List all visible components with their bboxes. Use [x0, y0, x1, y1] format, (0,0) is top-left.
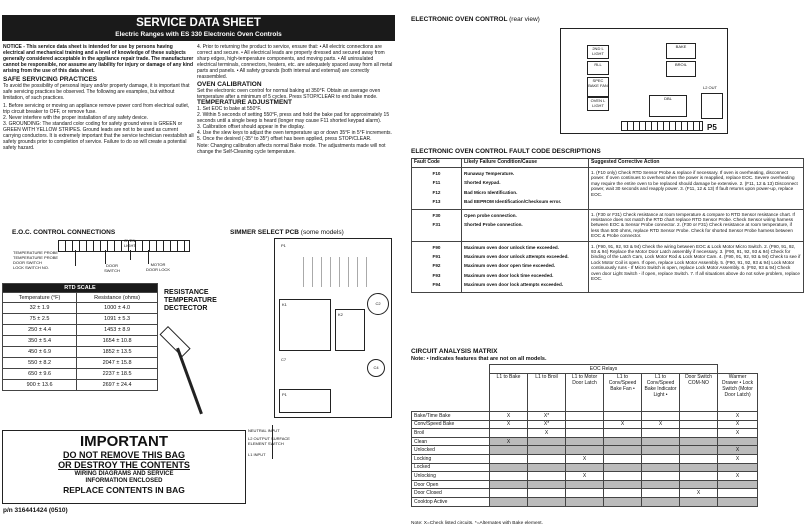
matrix-cell [642, 429, 680, 438]
matrix-cell [490, 463, 528, 472]
fault-cause: Maximum oven door unlock attempts exceeded. [464, 254, 569, 260]
rtd-probe-icon [168, 322, 268, 422]
fault-action-cell: 1. (F30 or F31) Check resistance at room temperature & compare to RTD Sensor resistance chart. If resistance does not match the RTD chart replace RTD Sensor Probe. Check Sensor wiring harness between EOC & Sensor Probe connector. 2. (F30 or F31) Check resistance at room temperature, if less than 500 ohms, replace RTD Sensor Probe. Check for shorted Sensor Probe harness between EOC & Probe connector. [589, 209, 804, 241]
safe-item-1: 1. Before servicing or moving an appliance remove power cord from electrical outlet, trip circuit breaker to OFF, or remove fuse. [3, 103, 190, 115]
eoc-label-temp-probe-2: TEMPERATURE PROBE [13, 255, 59, 260]
matrix-row [412, 420, 758, 429]
fault-code: F92 [432, 263, 441, 269]
pcb-relay-k2: K2 [335, 309, 365, 351]
matrix-row [412, 429, 758, 438]
important-line3: WIRING DIAGRAMS AND SERVICE [74, 471, 174, 477]
matrix-column-header: L1 to Bake [490, 374, 528, 412]
fault-cause: Shorted Keypad. [464, 180, 501, 186]
matrix-cell [680, 480, 718, 489]
notice-block [3, 44, 194, 74]
rtd-probe-title: RESISTANCE TEMPERATURE DECTECTOR [164, 289, 217, 312]
oven-calibration-title: OVEN CALIBRATION [197, 81, 262, 88]
pcb-capacitor-c4: C4 [367, 359, 385, 377]
oven-calibration-text: Set the electronic oven control for normal baking at 350°F. Obtain an average oven temperature after a minimum of 5 cycles. Press STOP/CLEAR to end bake mode. [197, 88, 381, 100]
fault-codes-cell [412, 209, 462, 241]
matrix-cell [528, 446, 566, 455]
matrix-cell [528, 497, 566, 506]
matrix-cell: X [642, 420, 680, 429]
matrix-cell [528, 480, 566, 489]
matrix-row-label: Door Open [412, 480, 490, 489]
fault-group-row [412, 168, 804, 210]
eoc-label-door-switch-2: DOOR SWITCH [104, 263, 120, 273]
safe-item-2: 2. Never interfere with the proper installation of any safety device. [3, 115, 149, 121]
matrix-cell [566, 446, 604, 455]
fault-code: F31 [432, 222, 441, 228]
safe-item-3: 3. GROUNDING: The standard color coding for safety ground wires is GREEN or GREEN WITH YELLOW STRIPES. Ground leads are not to be used as current carrying conductors. It is extremely important that the service technician reestablish all safety grounds prior to completion of service. Failure to do so will create a potential safety hazard. [3, 121, 194, 151]
rtd-row [3, 358, 158, 369]
rtd-header-temp: Temperature (°F) [3, 293, 77, 303]
simmer-callout-l2-output: L2 OUTPUT SURFACE ELEMENT SWITCH [248, 436, 290, 446]
rtd-temp-cell: 350 ± 5.4 [3, 336, 77, 347]
matrix-cell [642, 446, 680, 455]
fault-cause: Maximum oven door lock attempts exceeded. [464, 282, 564, 288]
matrix-row [412, 489, 758, 498]
fault-code: F90 [432, 244, 441, 250]
matrix-cell: X [718, 429, 758, 438]
rtd-temp-cell: 32 ± 1.9 [3, 303, 77, 314]
temp-step-4: 4. Use the slew keys to adjust the oven temperature up or down 35°F in 5°F increments. [197, 130, 392, 136]
rear-view-title: ELECTRONIC OVEN CONTROL (rear view) [411, 16, 540, 23]
temp-adjustment-title: TEMPERATURE ADJUSTMENT [197, 99, 292, 106]
pcb-label-p1-top: P1 [281, 243, 286, 248]
fault-code: F12 [432, 189, 441, 195]
rtd-resistance-cell: 2237 ± 18.5 [77, 369, 158, 380]
rtd-row [3, 314, 158, 325]
matrix-column-header: L1 to Conv/Speed Bake Indicator Light • [642, 374, 680, 412]
matrix-row [412, 412, 758, 421]
matrix-row [412, 437, 758, 446]
fault-cause: Maximum oven door open time exceeded. [464, 263, 556, 269]
matrix-cell [528, 454, 566, 463]
matrix-cell [566, 489, 604, 498]
matrix-cell: X [718, 472, 758, 481]
matrix-cell: X [566, 454, 604, 463]
rear-view-board [560, 28, 728, 134]
matrix-cell [604, 446, 642, 455]
matrix-cell [604, 429, 642, 438]
rtd-table [2, 283, 158, 391]
matrix-cell [528, 489, 566, 498]
eoc-label-motor-door-lock: MOTOR DOOR LOCK [145, 262, 170, 272]
matrix-rows [412, 412, 758, 507]
fault-code: F11 [432, 180, 441, 186]
rtd-temp-cell: 650 ± 9.6 [3, 369, 77, 380]
fault-code: F91 [432, 254, 441, 260]
fault-codes-cell [412, 241, 462, 292]
matrix-cell [642, 497, 680, 506]
simmer-callout-l1-input: L1 INPUT [248, 452, 266, 457]
matrix-cell [490, 497, 528, 506]
matrix-cell [528, 472, 566, 481]
fault-group-row [412, 209, 804, 241]
fault-cause: Maximum oven door lock time exceeded. [464, 272, 554, 278]
matrix-column-header: L1 to Broil [528, 374, 566, 412]
important-line5: REPLACE CONTENTS IN BAG [63, 485, 185, 495]
matrix-cell [604, 497, 642, 506]
matrix-footnote: Note: X=Check listed circuits. *=Alternates with Bake element. [411, 521, 543, 526]
safe-item-4: 4. Prior to returning the product to service, ensure that: • All electric connections are correct and secure. • All electrical leads are properly dressed and secured away from sharp edges, high-temperature components, and moving parts. • All uninsulated electrical terminals, connectors, heaters, etc. are adequately spaced away from all metal parts and panels. • All safety grounds (both internal and external) are correctly reassembled. [197, 44, 393, 80]
matrix-row [412, 446, 758, 455]
fault-action-cell: 1. (F10 only) Check RTD Sensor Probe & replace if necessary. If oven is overheating, disconnect power. If oven continues to overheat when the power is reapplied, replace EOC. Severe overheating may require the entire oven to be replaced should damage be extensive. 2. (F11, 12 & 13) Disconnect power, wait 30 seconds and reapply power. 3. (F11, 12 & 13) If fault returns upon power-up, replace EOC. [589, 168, 804, 210]
fault-cause: Bad Micro Identification. [464, 189, 518, 195]
matrix-cell [642, 454, 680, 463]
title-banner [2, 15, 395, 41]
matrix-cell [642, 412, 680, 421]
matrix-cell: X [490, 420, 528, 429]
matrix-cell [680, 497, 718, 506]
rtd-rows [3, 303, 158, 391]
page-title: SERVICE DATA SHEET [136, 17, 261, 29]
rtd-resistance-cell: 1453 ± 8.9 [77, 325, 158, 336]
matrix-cell [604, 480, 642, 489]
temp-step-5: 5. Once the desired (-35° to 35°) offset has been applied, press STOP/CLEAR. [197, 136, 372, 142]
eoc-label-door-switch-1: DOOR SWITCH [13, 260, 42, 265]
matrix-cell [566, 463, 604, 472]
matrix-column-header: Door Switch COM-NO [680, 374, 718, 412]
rtd-row [3, 336, 158, 347]
rtd-resistance-cell: 1852 ± 13.5 [77, 347, 158, 358]
matrix-title: CIRCUIT ANALYSIS MATRIX [411, 348, 498, 355]
important-box [2, 430, 246, 504]
temp-step-1: 1. Set EOC to bake at 550°F. [197, 106, 262, 112]
eoc-label-temp-probe-1: TEMPERATURE PROBE [13, 250, 59, 255]
pcb-capacitor-c2: C2 [367, 293, 389, 315]
pcb-components [295, 257, 375, 287]
rtd-temp-cell: 900 ± 13.6 [3, 380, 77, 391]
matrix-cell [566, 437, 604, 446]
important-line4: INFORMATION ENCLOSED [85, 478, 163, 484]
matrix-cell [718, 463, 758, 472]
fault-header-cause: Likely Failure Condition/Cause [462, 159, 589, 168]
matrix-cell: X [528, 429, 566, 438]
safe-practices-title: SAFE SERVICING PRACTICES [3, 76, 98, 83]
matrix-cell [604, 472, 642, 481]
fault-code: F13 [432, 199, 441, 205]
fault-code: F94 [432, 282, 441, 288]
matrix-column-header: L1 to Conv/Speed Bake Fan • [604, 374, 642, 412]
simmer-title: SIMMER SELECT PCB (some models) [230, 229, 344, 236]
temp-step-2: 2. Within 5 seconds of setting 550°F, press and hold the bake pad for approximately 15 seconds until a single beep is heard (longer may cause F11 shorted keypad alarm). [197, 112, 390, 124]
fault-cause: Open probe connection. [464, 212, 517, 218]
matrix-row [412, 497, 758, 506]
matrix-cell [680, 463, 718, 472]
matrix-row-label: Clean [412, 437, 490, 446]
matrix-cell [490, 446, 528, 455]
rtd-resistance-cell: 2047 ± 15.8 [77, 358, 158, 369]
matrix-cell: X [490, 412, 528, 421]
rtd-header-resistance: Resistance (ohms) [77, 293, 158, 303]
connector-p5 [621, 121, 703, 131]
matrix-cell [718, 437, 758, 446]
rtd-row [3, 347, 158, 358]
matrix-cell: X [680, 489, 718, 498]
fault-codes-cell [412, 168, 462, 210]
middle-text-column [197, 44, 394, 155]
eoc-label-oven-light: OVEN LIGHT [124, 238, 136, 248]
fault-code: F10 [432, 171, 441, 176]
board-edge-connector [701, 93, 723, 119]
fault-codes-title: ELECTRONIC OVEN CONTROL FAULT CODE DESCRIPTIONS [411, 148, 601, 155]
matrix-row-label: Locked [412, 463, 490, 472]
matrix-cell [718, 497, 758, 506]
rtd-title: RTD SCALE [3, 284, 158, 293]
matrix-cell [490, 480, 528, 489]
relay-bake: BAKE [666, 43, 696, 59]
fault-code: F30 [432, 212, 441, 218]
fault-codes-table [411, 158, 804, 293]
matrix-row-label: Conv/Speed Bake [412, 420, 490, 429]
fault-causes-cell [462, 241, 589, 292]
matrix-cell [642, 472, 680, 481]
matrix-cell: X [718, 420, 758, 429]
matrix-cell: X* [528, 412, 566, 421]
simmer-pcb-board [274, 238, 392, 418]
rtd-resistance-cell: 1000 ± 4.0 [77, 303, 158, 314]
label-l2-out: L2 OUT [703, 85, 718, 90]
matrix-cell [680, 446, 718, 455]
relay-spec-bake-fan: SPEC BAKE FAN [587, 77, 609, 97]
matrix-cell: X [718, 446, 758, 455]
temp-adjustment-note: Note: Changing calibration affects normal Bake mode. The adjustments made will not change the Self-Cleaning cycle temperature. [197, 143, 386, 155]
matrix-cell [566, 497, 604, 506]
matrix-cell [642, 489, 680, 498]
eoc-connections-title: E.O.C. CONTROL CONNECTIONS [12, 229, 116, 236]
matrix-cell: X [718, 454, 758, 463]
fault-header-action: Suggested Corrective Action [589, 159, 804, 168]
important-line1: DO NOT REMOVE THIS BAG [62, 450, 185, 460]
rtd-row [3, 369, 158, 380]
rtd-resistance-cell: 1654 ± 10.8 [77, 336, 158, 347]
fault-cause: Maximum oven door unlock time exceeded. [464, 244, 559, 250]
matrix-row [412, 472, 758, 481]
matrix-row-label: Bake/Time Bake [412, 412, 490, 421]
matrix-cell: X [604, 420, 642, 429]
left-text-column [3, 44, 194, 151]
relay-2nd-light: 2ND L LIGHT [587, 45, 609, 59]
matrix-cell [680, 454, 718, 463]
fault-action-cell: 1. (F90, 91, 92, 93 & 94) Check the wiring between EOC & Lock Motor Micro Switch. 2. (F90, 91, 92, 93 & 94) Replace the Motor Door Latch assembly if necessary. 3. (F90, 91, 92, 93 & 94) Check for binding of the Latch Cam, Lock Motor Rod & Lock Motor Cam. 4. (F90, 91, 92, 93 & 94) Check to see if Lock Motor Coil is open. If open, replace Lock Motor Assembly. 5. (F90, 91, 92, 93 & 94) Lock Motor continuously runs - If Micro Switch is open, replace Lock Motor Assembly. 6. (F92, 93 & 94) Check oven door Light Switch - if open, replace Switch. 7. If all situations above do not solve problem, replace EOC. [589, 241, 804, 292]
simmer-callout-neutral: NEUTRAL INPUT [248, 428, 280, 433]
rtd-row [3, 325, 158, 336]
relay-oven-light: OVEN L LIGHT [587, 97, 609, 111]
fault-group-row [412, 241, 804, 292]
matrix-cell [680, 437, 718, 446]
page-subtitle: Electric Ranges with ES 330 Electronic Oven Controls [115, 31, 282, 38]
matrix-cell: X [718, 412, 758, 421]
pcb-label-c7: C7 [281, 357, 287, 362]
important-line2: OR DESTROY THE CONTENTS [58, 460, 190, 470]
matrix-row-label: Unlocking [412, 472, 490, 481]
eoc-label-lock-switch: LOCK SWITCH NO. [13, 265, 50, 270]
fault-rows [412, 168, 804, 293]
rtd-temp-cell: 450 ± 6.9 [3, 347, 77, 358]
matrix-cell [718, 489, 758, 498]
matrix-cell [566, 412, 604, 421]
matrix-cell [566, 429, 604, 438]
safe-practices-intro: To avoid the possibility of personal injury and/or property damage, it is important that safe servicing practices be observed. The following are examples, but without limitation, of such practices. [3, 83, 190, 101]
pcb-relay-k1: K1 [279, 299, 331, 351]
notice-text: This service data sheet is intended for use by persons having electrical and mechanical training and a level of knowledge of these subjects generally considered acceptable in the appliance repair trade. The manufacturer cannot be responsible, nor assume any liability for injury or damage of any kind arising from the use of this data sheet. [3, 44, 194, 74]
rtd-temp-cell: 75 ± 2.5 [3, 314, 77, 325]
matrix-row-label: Broil [412, 429, 490, 438]
rtd-row [3, 303, 158, 314]
matrix-cell: X* [528, 420, 566, 429]
matrix-cell [604, 412, 642, 421]
matrix-row-label: Door Closed [412, 489, 490, 498]
matrix-cell [642, 463, 680, 472]
matrix-cell [490, 429, 528, 438]
fault-causes-cell [462, 168, 589, 210]
matrix-row [412, 480, 758, 489]
relay-rll: RLL [587, 61, 609, 75]
matrix-cell [604, 463, 642, 472]
relay-dbl: DBL [649, 95, 687, 117]
matrix-row [412, 454, 758, 463]
relay-broil: BROIL [666, 61, 696, 77]
matrix-table [411, 364, 758, 507]
matrix-row [412, 463, 758, 472]
matrix-cell [680, 429, 718, 438]
matrix-note: Note: • indicates features that are not on all models. [411, 356, 547, 362]
rtd-temp-cell: 550 ± 8.2 [3, 358, 77, 369]
matrix-column-header: L1 to Motor Door Latch [566, 374, 604, 412]
matrix-cell [490, 472, 528, 481]
matrix-cell [566, 480, 604, 489]
fault-cause: Shorted Probe connection. [464, 222, 523, 228]
rtd-temp-cell: 250 ± 4.4 [3, 325, 77, 336]
fault-cause: Runaway Temperature. [464, 171, 515, 176]
notice-label: NOTICE - [3, 44, 25, 50]
important-title: IMPORTANT [79, 433, 169, 450]
matrix-cell [680, 420, 718, 429]
rtd-resistance-cell: 1091 ± 5.3 [77, 314, 158, 325]
rtd-resistance-cell: 2697 ± 24.4 [77, 380, 158, 391]
matrix-cell [490, 454, 528, 463]
fault-causes-cell [462, 209, 589, 241]
rtd-row [3, 380, 158, 391]
matrix-cell [604, 489, 642, 498]
matrix-cell [528, 463, 566, 472]
matrix-cell [680, 412, 718, 421]
matrix-cell [718, 480, 758, 489]
matrix-row-label: Unlocked [412, 446, 490, 455]
matrix-column-header: Warmer Drawer • Lock Switch (Motor Door Latch) [718, 374, 758, 412]
matrix-cell [642, 437, 680, 446]
matrix-row-label: Locking [412, 454, 490, 463]
matrix-cell [642, 480, 680, 489]
label-p5: P5 [707, 123, 717, 132]
matrix-cell [528, 437, 566, 446]
matrix-group-header: EOC Relays [490, 365, 718, 374]
matrix-cell [604, 454, 642, 463]
part-number: p/n 316441424 (0510) [3, 507, 68, 514]
temp-step-3: 3. Calibration offset should appear in the display. [197, 124, 305, 130]
matrix-cell [490, 489, 528, 498]
pcb-terminal-strip: P1 [279, 389, 331, 413]
matrix-cell [566, 420, 604, 429]
matrix-cell [680, 472, 718, 481]
matrix-cell: X [566, 472, 604, 481]
matrix-cell [604, 437, 642, 446]
fault-code: F93 [432, 272, 441, 278]
matrix-cell: X [490, 437, 528, 446]
matrix-row-label: Cooktop Active [412, 497, 490, 506]
fault-cause: Bad EEPROM Identification/Checksum error. [464, 199, 562, 205]
fault-header-code: Fault Code [412, 159, 462, 168]
